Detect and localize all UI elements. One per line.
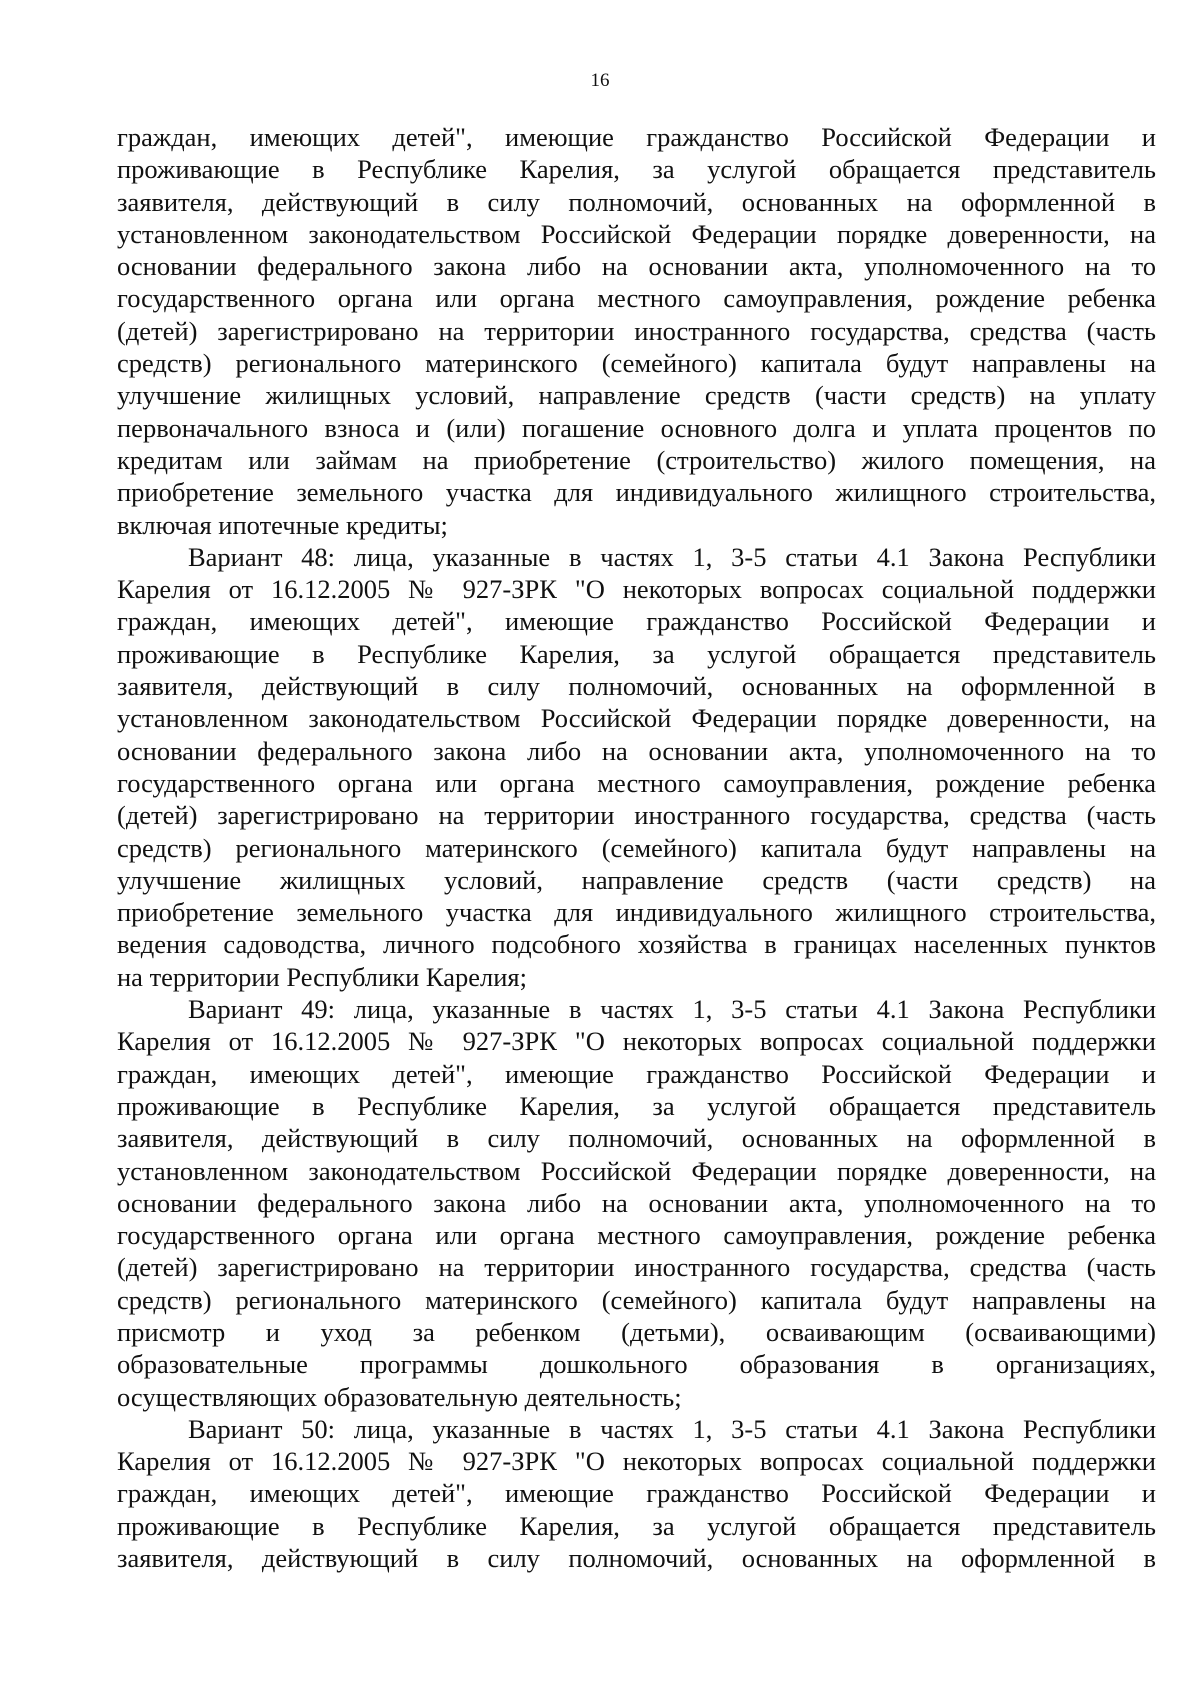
text-line: улучшение жилищных условий, направление средств (части средств) на xyxy=(117,864,1156,895)
text-line: (детей) зарегистрировано на территории иностранного государства, средства (часть xyxy=(117,800,1156,831)
text-line: государственного органа или органа местного самоуправления, рождение ребенка xyxy=(117,1220,1156,1251)
text-line: (детей) зарегистрировано на территории иностранного государства, средства (часть xyxy=(117,315,1156,346)
text-line: заявителя, действующий в силу полномочий, основанных на оформленной в xyxy=(117,671,1156,702)
text-line: осуществляющих образовательную деятельность; xyxy=(117,1381,682,1412)
text-line: граждан, имеющих детей", имеющие гражданство Российской Федерации и xyxy=(117,1478,1156,1509)
text-line: приобретение земельного участка для индивидуального жилищного строительства, xyxy=(117,897,1156,928)
text-line: государственного органа или органа местного самоуправления, рождение ребенка xyxy=(117,283,1156,314)
paragraph xyxy=(117,121,1156,541)
text-line: заявителя, действующий в силу полномочий, основанных на оформленной в xyxy=(117,186,1156,217)
text-line: проживающие в Республике Карелия, за услугой обращается представитель xyxy=(117,638,1156,669)
text-line: приобретение земельного участка для индивидуального жилищного строительства, xyxy=(117,477,1156,508)
text-line: на территории Республики Карелия; xyxy=(117,961,527,992)
text-line: установленном законодательством Российской Федерации порядке доверенности, на xyxy=(117,703,1156,734)
paragraph xyxy=(117,1413,1156,1574)
text-line: граждан, имеющих детей", имеющие гражданство Российской Федерации и xyxy=(117,122,1156,152)
text-line: проживающие в Республике Карелия, за услугой обращается представитель xyxy=(117,1510,1156,1541)
text-line: Карелия от 16.12.2005 № 927-ЗРК "О некоторых вопросах социальной поддержки xyxy=(117,1446,1156,1477)
text-line: государственного органа или органа местного самоуправления, рождение ребенка xyxy=(117,767,1156,798)
text-line: первоначального взноса и (или) погашение основного долга и уплата процентов по xyxy=(117,412,1156,443)
text-line: (детей) зарегистрировано на территории иностранного государства, средства (часть xyxy=(117,1252,1156,1283)
text-line: средств) регионального материнского (семейного) капитала будут направлены на xyxy=(117,1284,1156,1315)
text-line: установленном законодательством Российской Федерации порядке доверенности, на xyxy=(117,1155,1156,1186)
text-line: средств) регионального материнского (семейного) капитала будут направлены на xyxy=(117,832,1156,863)
text-line: улучшение жилищных условий, направление средств (части средств) на уплату xyxy=(117,380,1156,411)
text-line: Вариант 49: лица, указанные в частях 1, 3-5 статьи 4.1 Закона Республики xyxy=(188,994,1156,1025)
text-line: Вариант 50: лица, указанные в частях 1, 3-5 статьи 4.1 Закона Республики xyxy=(188,1413,1156,1444)
text-line: проживающие в Республике Карелия, за услугой обращается представитель xyxy=(117,1090,1156,1121)
text-line: граждан, имеющих детей", имеющие гражданство Российской Федерации и xyxy=(117,1058,1156,1089)
text-line: граждан, имеющих детей", имеющие гражданство Российской Федерации и xyxy=(117,606,1156,637)
text-line: Карелия от 16.12.2005 № 927-ЗРК "О некоторых вопросах социальной поддержки xyxy=(117,574,1156,605)
paragraph xyxy=(117,993,1156,1413)
text-line: основании федерального закона либо на основании акта, уполномоченного на то xyxy=(117,735,1156,766)
text-line: основании федерального закона либо на основании акта, уполномоченного на то xyxy=(117,251,1156,282)
page-number: 16 xyxy=(590,70,610,91)
text-line: включая ипотечные кредиты; xyxy=(117,509,448,540)
text-line: Карелия от 16.12.2005 № 927-ЗРК "О некоторых вопросах социальной поддержки xyxy=(117,1026,1156,1057)
text-line: проживающие в Республике Карелия, за услугой обращается представитель xyxy=(117,154,1156,185)
text-line: основании федерального закона либо на основании акта, уполномоченного на то xyxy=(117,1187,1156,1218)
paragraph xyxy=(117,541,1156,993)
text-line: присмотр и уход за ребенком (детьми), осваивающим (осваивающими) xyxy=(117,1316,1156,1347)
text-line: заявителя, действующий в силу полномочий, основанных на оформленной в xyxy=(117,1123,1156,1154)
text-line: Вариант 48: лица, указанные в частях 1, 3-5 статьи 4.1 Закона Республики xyxy=(188,541,1156,572)
text-line: кредитам или займам на приобретение (строительство) жилого помещения, на xyxy=(117,444,1156,475)
text-line: установленном законодательством Российской Федерации порядке доверенности, на xyxy=(117,218,1156,249)
text-line: образовательные программы дошкольного образования в организациях, xyxy=(117,1349,1156,1380)
text-line: ведения садоводства, личного подсобного хозяйства в границах населенных пунктов xyxy=(117,929,1156,960)
text-line: заявителя, действующий в силу полномочий, основанных на оформленной в xyxy=(117,1543,1156,1574)
document-body xyxy=(117,121,1156,1574)
text-line: средств) регионального материнского (семейного) капитала будут направлены на xyxy=(117,348,1156,379)
